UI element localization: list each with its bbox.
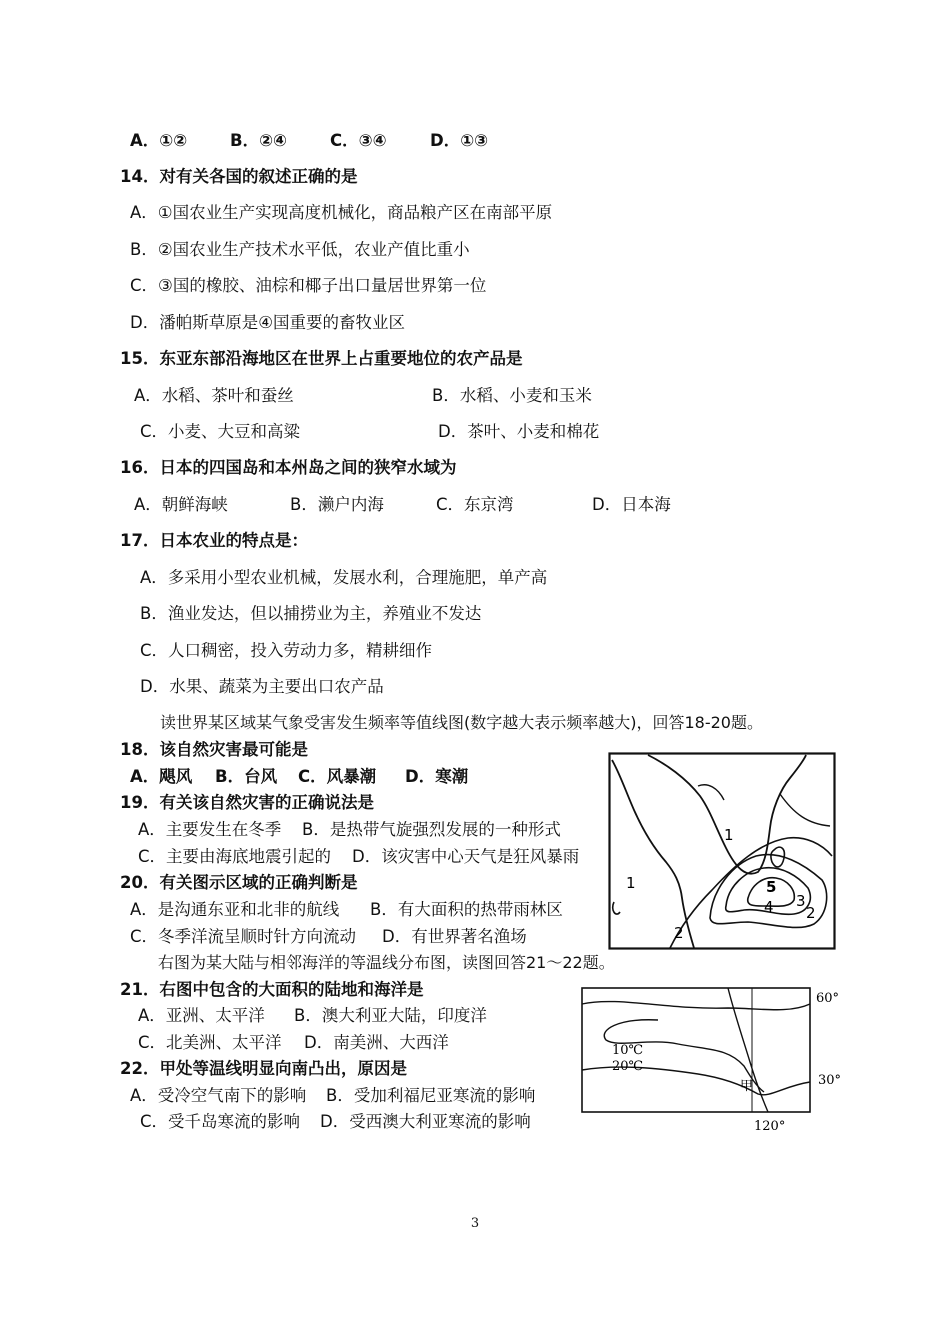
q22-option-d: D．受西澳大利亚寒流的影响: [320, 1112, 531, 1131]
q16-option-b: B．濑户内海: [290, 495, 384, 514]
q15-option-a: A．水稻、茶叶和蚕丝: [134, 386, 294, 405]
q16-option-d: D．日本海: [592, 495, 671, 514]
q20-option-c: C．冬季洋流呈顺时针方向流动: [130, 927, 357, 946]
q21-option-d: D．南美洲、大西洋: [304, 1033, 449, 1052]
q18-option-b: B．台风: [215, 767, 278, 786]
q17-stem: 17．日本农业的特点是：: [120, 531, 308, 550]
isoline-label: 5: [766, 878, 777, 896]
isoline-label: 4: [764, 898, 774, 916]
latitude-60-label: 60°: [816, 991, 840, 1006]
q22-option-b: B．受加利福尼亚寒流的影响: [326, 1086, 536, 1105]
q17-option-a: A．多采用小型农业机械，发展水利，合理施肥，单产高: [140, 568, 548, 587]
q18-stem: 18．该自然灾害最可能是: [120, 740, 308, 759]
longitude-120-label: 120°: [754, 1119, 786, 1134]
q20-option-b: B．有大面积的热带雨林区: [370, 900, 563, 919]
storm-frequency-map: [608, 752, 836, 950]
isotherm-10-label: 10℃: [612, 1043, 644, 1058]
q16-option-a: A．朝鲜海峡: [134, 495, 228, 514]
q18-option-d: D．寒潮: [405, 767, 469, 786]
latitude-30-label: 30°: [818, 1073, 842, 1088]
q19-option-a: A．主要发生在冬季: [138, 820, 282, 839]
q19-option-c: C．主要由海底地震引起的: [138, 847, 332, 866]
intro-18-20: 读世界某区域某气象受害发生频率等值线图(数字越大表示频率越大)，回答18-20题。: [160, 713, 763, 732]
q19-stem: 19．有关该自然灾害的正确说法是: [120, 793, 374, 812]
q14-stem: 14．对有关各国的叙述正确的是: [120, 167, 358, 186]
q21-option-b: B．澳大利亚大陆，印度洋: [294, 1006, 487, 1025]
q18-option-a: A．飓风: [130, 767, 193, 786]
q21-option-c: C．北美洲、太平洋: [138, 1033, 282, 1052]
q17-option-b: B．渔业发达，但以捕捞业为主，养殖业不发达: [140, 604, 482, 623]
isoline-label: 1: [724, 826, 734, 844]
q22-stem: 22．甲处等温线明显向南凸出，原因是: [120, 1059, 407, 1078]
q15-option-b: B．水稻、小麦和玉米: [432, 386, 592, 405]
q15-option-d: D．茶叶、小麦和棉花: [438, 422, 600, 441]
q13-option-d: D．①③: [430, 131, 489, 150]
q13-option-c: C．③④: [330, 131, 387, 150]
q21-stem: 21．右图中包含的大面积的陆地和海洋是: [120, 980, 424, 999]
point-jia-label: 甲: [740, 1079, 754, 1094]
q17-option-c: C．人口稠密，投入劳动力多，精耕细作: [140, 641, 433, 660]
q14-option-c: C．③国的橡胶、油棕和椰子出口量居世界第一位: [130, 276, 487, 295]
q13-option-b: B．②④: [230, 131, 288, 150]
isoline-label: 1: [626, 874, 636, 892]
q22-option-c: C．受千岛寒流的影响: [140, 1112, 301, 1131]
q14-option-a: A．①国农业生产实现高度机械化，商品粮产区在南部平原: [130, 203, 553, 222]
q15-option-c: C．小麦、大豆和高粱: [140, 422, 301, 441]
q16-stem: 16．日本的四国岛和本州岛之间的狭窄水域为: [120, 458, 457, 477]
q14-option-b: B．②国农业生产技术水平低，农业产值比重小: [130, 240, 470, 259]
q20-option-a: A．是沟通东亚和北非的航线: [130, 900, 340, 919]
isotherm-map: [578, 982, 850, 1134]
q21-option-a: A．亚洲、太平洋: [138, 1006, 265, 1025]
q13-option-a: A．①②: [130, 131, 188, 150]
q20-stem: 20．有关图示区域的正确判断是: [120, 873, 358, 892]
q15-stem: 15．东亚东部沿海地区在世界上占重要地位的农产品是: [120, 349, 523, 368]
page-number: 3: [470, 1216, 480, 1231]
isotherm-20-label: 20℃: [612, 1059, 644, 1074]
q14-option-d: D．潘帕斯草原是④国重要的畜牧业区: [130, 313, 405, 332]
q16-option-c: C．东京湾: [436, 495, 514, 514]
q17-option-d: D．水果、蔬菜为主要出口农产品: [140, 677, 384, 696]
q19-option-d: D．该灾害中心天气是狂风暴雨: [352, 847, 580, 866]
isoline-label: 2: [806, 904, 816, 922]
isoline-label: 3: [796, 892, 806, 910]
q22-option-a: A．受冷空气南下的影响: [130, 1086, 307, 1105]
q18-option-c: C．风暴潮: [298, 767, 377, 786]
q20-option-d: D．有世界著名渔场: [382, 927, 527, 946]
isoline-label: 2: [674, 924, 684, 942]
intro-21-22: 右图为某大陆与相邻海洋的等温线分布图，读图回答21～22题。: [158, 953, 615, 972]
q19-option-b: B．是热带气旋强烈发展的一种形式: [302, 820, 561, 839]
